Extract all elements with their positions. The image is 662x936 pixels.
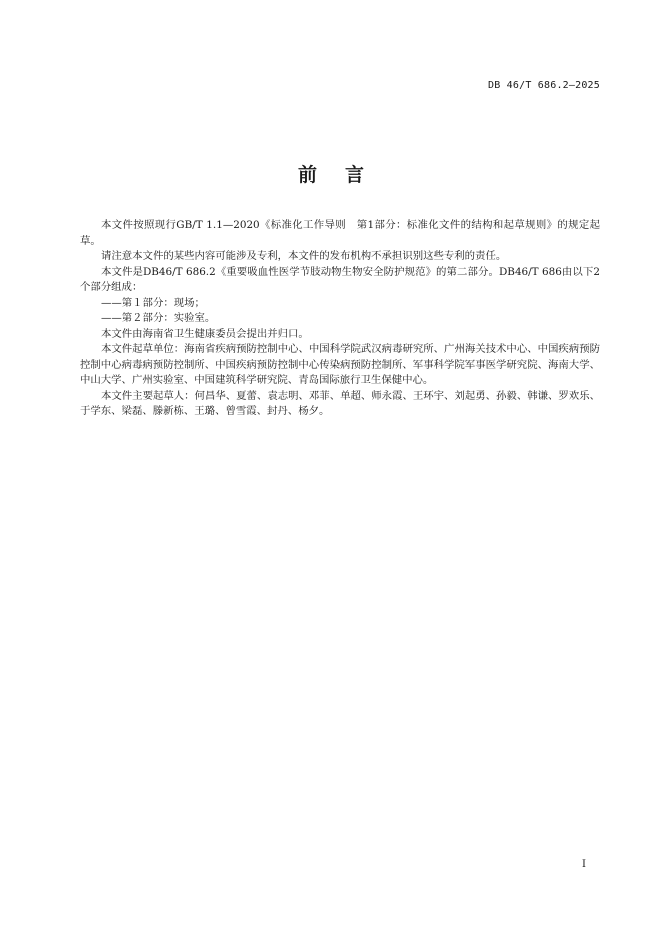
document-code: DB 46/T 686.2—2025 <box>488 80 600 91</box>
paragraph-drafting-units: 本文件起草单位：海南省疾病预防控制中心、中国科学院武汉病毒研究所、广州海关技术中心、中国疾病预防控制中心病毒病预防控制所、中国疾病预防控制中心传染病预防控制所、军事科学院军事医学研究院、海南大学、中山大学、广州实验室、中国建筑科学研究院、青岛国际旅行卫生保健中心。 <box>80 343 600 386</box>
page-title: 前言 <box>297 164 392 186</box>
page-number: I <box>582 859 586 870</box>
paragraph-drafters: 本文件主要起草人：何昌华、夏蕾、袁志明、邓菲、单超、师永霞、王环宇、刘起勇、孙毅、韩谦、罗欢乐、于学东、梁磊、滕新栋、王璐、曾雪霞、封丹、杨夕。 <box>80 389 600 417</box>
paragraph-patent-notice: 请注意本文件的某些内容可能涉及专利，本文件的发布机构不承担识别这些专利的责任。 <box>101 250 507 262</box>
list-item-part-1: ——第１部分：现场； <box>101 296 205 309</box>
paragraph-drafting-rules: 本文件按照现行GB/T 1.1—2020《标准化工作导则 第1部分：标准化文件的结构和起草规则》的规定起草。 <box>80 219 600 247</box>
list-item-part-2: ——第２部分：实验室。 <box>101 312 216 324</box>
paragraph-proposer: 本文件由海南省卫生健康委员会提出并归口。 <box>101 327 309 340</box>
paragraph-document-parts: 本文件是DB46/T 686.2《重要吸血性医学节肢动物生物安全防护规范》的第二部分。DB46/T 686由以下2个部分组成： <box>80 265 600 293</box>
document-body <box>80 218 600 420</box>
